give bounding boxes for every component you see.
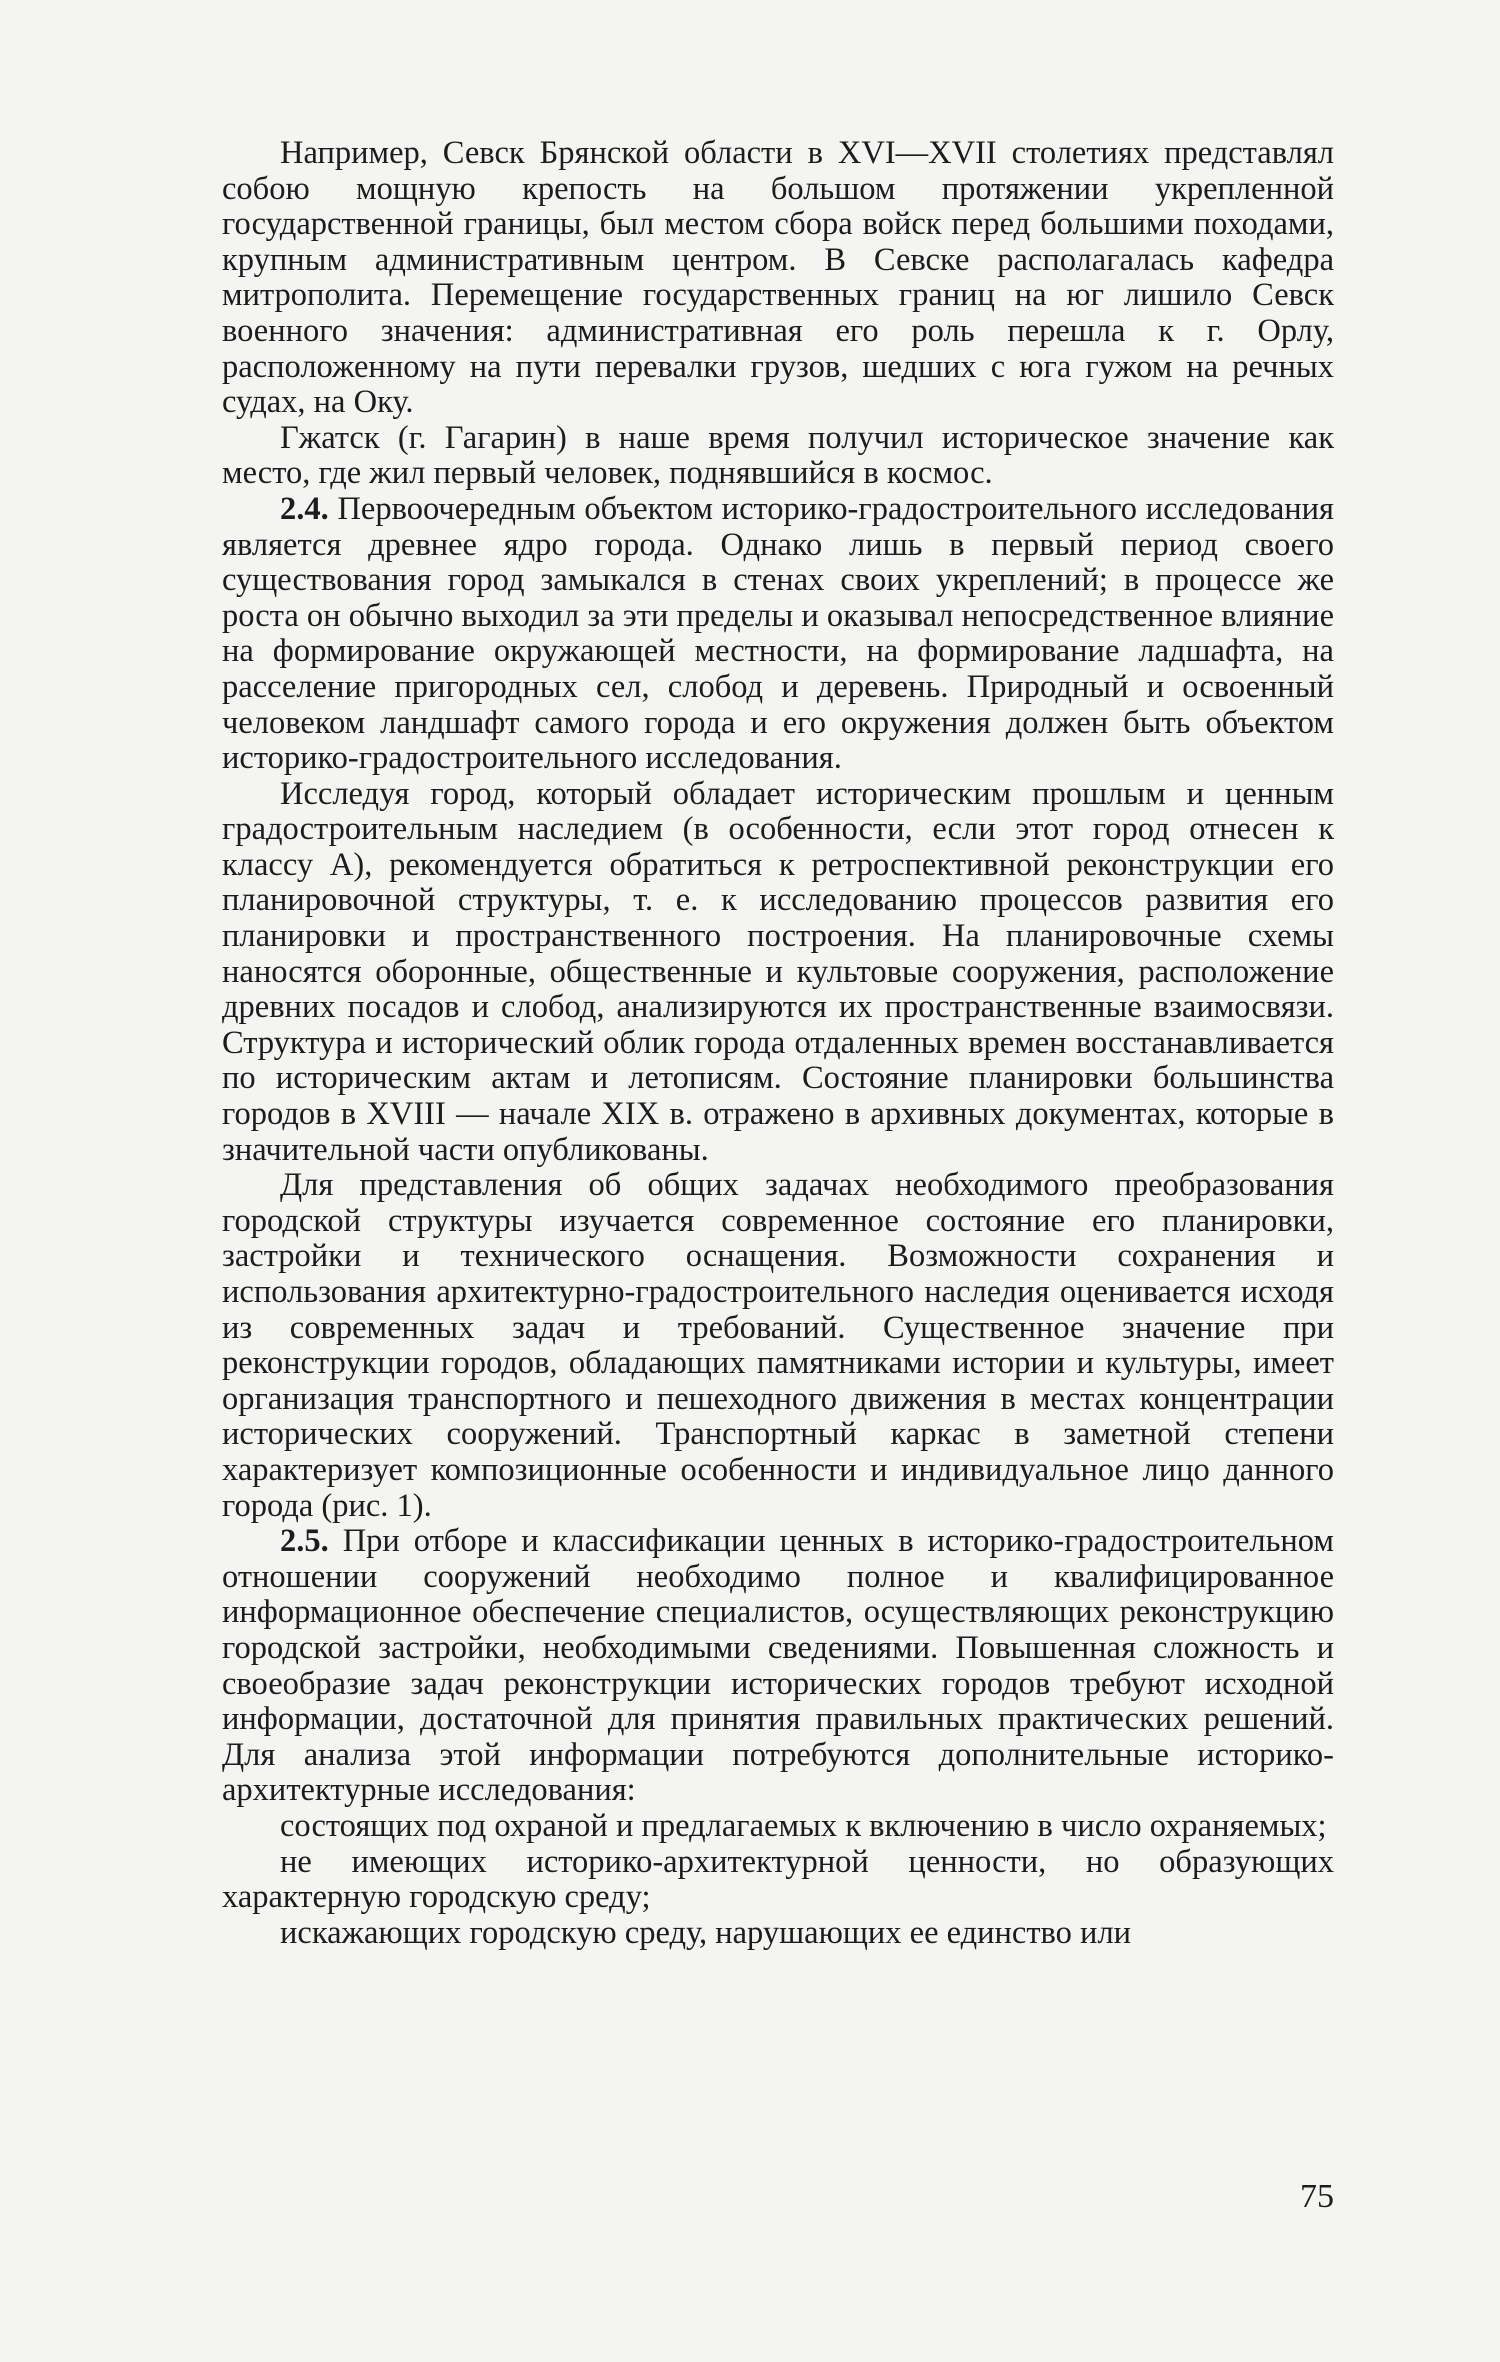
paragraph-text: искажающих городскую среду, нарушающих ее единство или: [280, 1914, 1132, 1951]
list-item: [222, 1845, 1334, 1916]
paragraph-gzhatsk: [222, 421, 1334, 492]
paragraph-sevsk: [222, 136, 1334, 421]
paragraph-text: Например, Севск Брянской области в XVI—XVII столетиях представлял собою мощную крепость на большом протяжении укрепленной государственной границы, был местом сбора войск перед большими походами, крупным административным центром. В Севске располагалась кафедра митрополита. Перемещение государственных границ на юг лишило Севск военного значения: административная его роль перешла к г. Орлу, расположенному на пути перевалки грузов, шедших с юга гужом на речных судах, на Оку.: [222, 135, 1334, 421]
page-number: 75: [1300, 2178, 1334, 2215]
paragraph-research: [222, 777, 1334, 1169]
paragraph-2-4: [222, 492, 1334, 777]
list-item: [222, 1916, 1334, 1952]
paragraph-text: Исследуя город, который обладает историческим прошлым и ценным градостроительным наследием (в особенности, если этот город отнесен к классу А), рекомендуется обратиться к ретроспективной реконструкции его планировочной структуры, т. е. к исследованию процессов развития его планировки и пространственного построения. На планировочные схемы наносятся оборонные, общественные и культовые сооружения, расположение древних посадов и слобод, анализируются их пространственные взаимосвязи. Структура и исторический облик города отдаленных времен восстанавливается по историческим актам и летописям. Состояние планировки большинства городов в XVIII — начале XIX в. отражено в архивных документах, которые в значительной части опубликованы.: [222, 775, 1334, 1168]
paragraph-text: состоящих под охраной и предлагаемых к включению в число охраняемых;: [280, 1807, 1327, 1844]
page-body: [222, 136, 1334, 1951]
paragraph-text: не имеющих историко-архитектурной ценности, но образующих характерную городскую среду;: [222, 1843, 1334, 1916]
section-number: 2.4.: [280, 490, 329, 527]
paragraph-text: Первоочередным объектом историко-градостроительного исследования является древнее ядро города. Однако лишь в первый период своего существования город замыкался в стенах своих укреплений; в процессе же роста он обычно выходил за эти пределы и оказывал непосредственное влияние на формирование окружающей местности, на формирование ладшафта, на расселение пригородных сел, слобод и деревень. Природный и освоенный человеком ландшафт самого города и его окружения должен быть объектом историко-градостроительного исследования.: [222, 490, 1334, 777]
paragraph-text: Для представления об общих задачах необходимого преобразования городской структуры изучается современное состояние его планировки, застройки и технического оснащения. Возможности сохранения и использования архитектурно-градостроительного наследия оценивается исходя из современных задач и требований. Существенное значение при реконструкции городов, обладающих памятниками истории и культуры, имеет организация транспортного и пешеходного движения в местах концентрации исторических сооружений. Транспортный каркас в заметной степени характеризует композиционные особенности и индивидуальное лицо данного города (рис. 1).: [222, 1167, 1334, 1524]
paragraph-text: При отборе и классификации ценных в историко-градостроительном отношении сооружений необходимо полное и квалифицированное информационное обеспечение специалистов, осуществляющих реконструкцию городской застройки, необходимыми сведениями. Повышенная сложность и своеобразие задач реконструкции исторических городов требуют исходной информации, достаточной для принятия правильных практических решений. Для анализа этой информации потребуются дополнительные историко-архитектурные исследования:: [222, 1523, 1334, 1809]
list-item: [222, 1809, 1334, 1845]
paragraph-representation: [222, 1168, 1334, 1524]
section-number: 2.5.: [280, 1523, 329, 1560]
paragraph-text: Гжатск (г. Гагарин) в наше время получил историческое значение как место, где жил первый человек, поднявшийся в космос.: [222, 419, 1334, 492]
paragraph-2-5: [222, 1524, 1334, 1809]
